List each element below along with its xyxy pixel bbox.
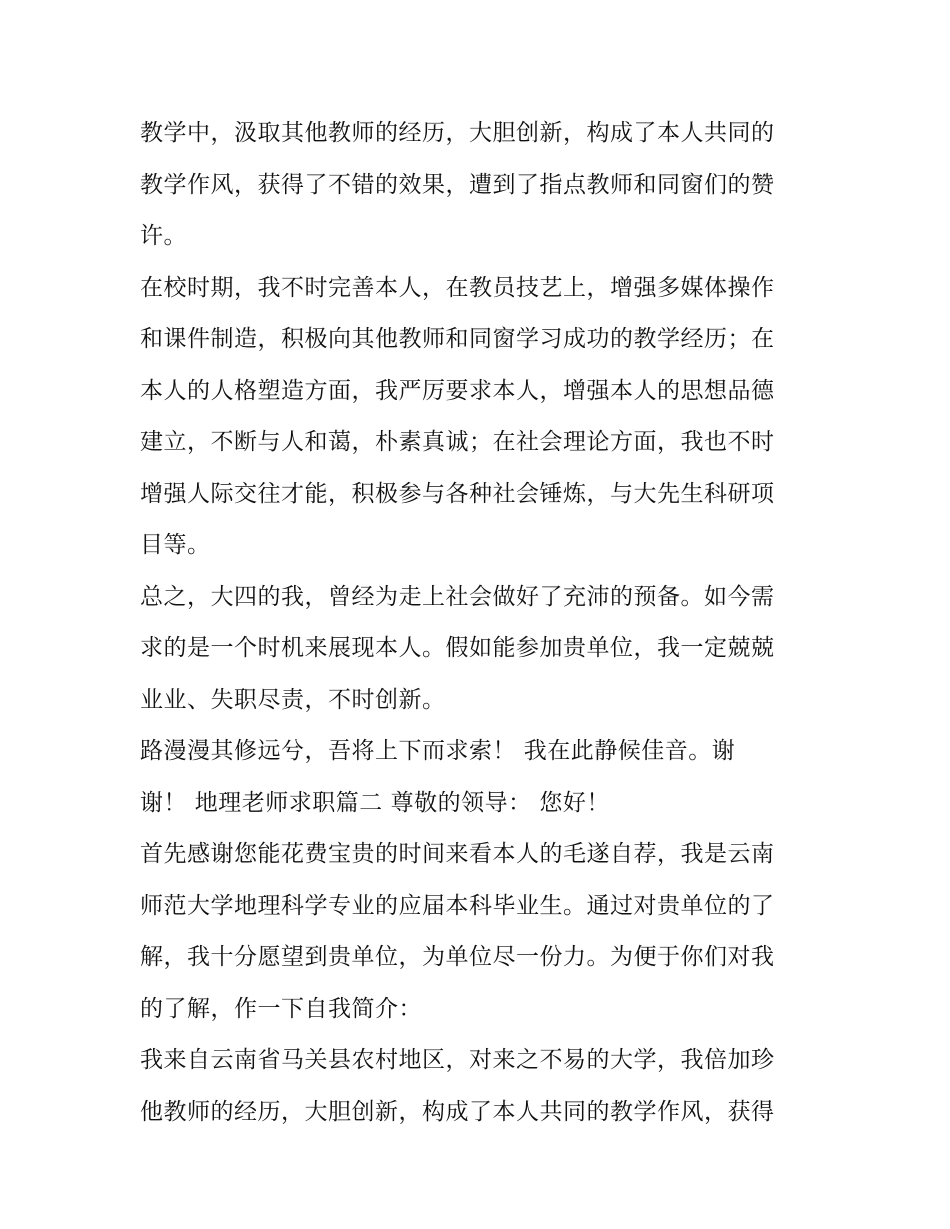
text-line: 的了解，作一下自我简介： [140, 995, 422, 1022]
text-line: 增强人际交往才能，积极参与各种社会锤炼，与大先生科研项 [140, 480, 775, 507]
text-line: 首先感谢您能花费宝贵的时间来看本人的毛遂自荐，我是云南 [140, 841, 775, 867]
text-line: 和课件制造，积极向其他教师和同窗学习成功的教学经历；在 [140, 326, 775, 352]
text-line: 师范大学地理科学专业的应届本科毕业生。通过对贵单位的了 [140, 892, 775, 919]
text-line: 建立，不断与人和蔼，朴素真诚；在社会理论方面，我也不时 [140, 429, 775, 455]
text-line: 教学作风，获得了不错的效果，遭到了指点教师和同窗们的赞 [140, 171, 775, 198]
text-line: 谢！ 地理老师求职篇二 尊敬的领导： 您好！ [140, 789, 610, 816]
text-line: 本人的人格塑造方面，我严厉要求本人，增强本人的思想品德 [140, 377, 775, 404]
text-line: 求的是一个时机来展现本人。假如能参加贵单位，我一定兢兢 [140, 635, 775, 661]
text-line: 业业、失职尽责，不时创新。 [140, 686, 446, 713]
text-line: 解，我十分愿望到贵单位，为单位尽一份力。为便于你们对我 [140, 944, 775, 970]
text-line: 总之，大四的我，曾经为走上社会做好了充沛的预备。如今需 [140, 583, 775, 610]
text-line: 我来自云南省马关县农村地区，对来之不易的大学，我倍加珍 [140, 1047, 775, 1073]
text-line: 路漫漫其修远兮，吾将上下而求索！ 我在此静候佳音。谢 [140, 738, 736, 764]
text-line: 在校时期，我不时完善本人，在教员技艺上，增强多媒体操作 [140, 274, 775, 301]
text-line: 许。 [140, 223, 187, 249]
text-line: 教学中，汲取其他教师的经历，大胆创新，构成了本人共同的 [140, 120, 775, 146]
text-line: 他教师的经历，大胆创新，构成了本人共同的教学作风，获得 [140, 1098, 775, 1125]
document-body [140, 108, 812, 1138]
text-line: 目等。 [140, 532, 211, 558]
